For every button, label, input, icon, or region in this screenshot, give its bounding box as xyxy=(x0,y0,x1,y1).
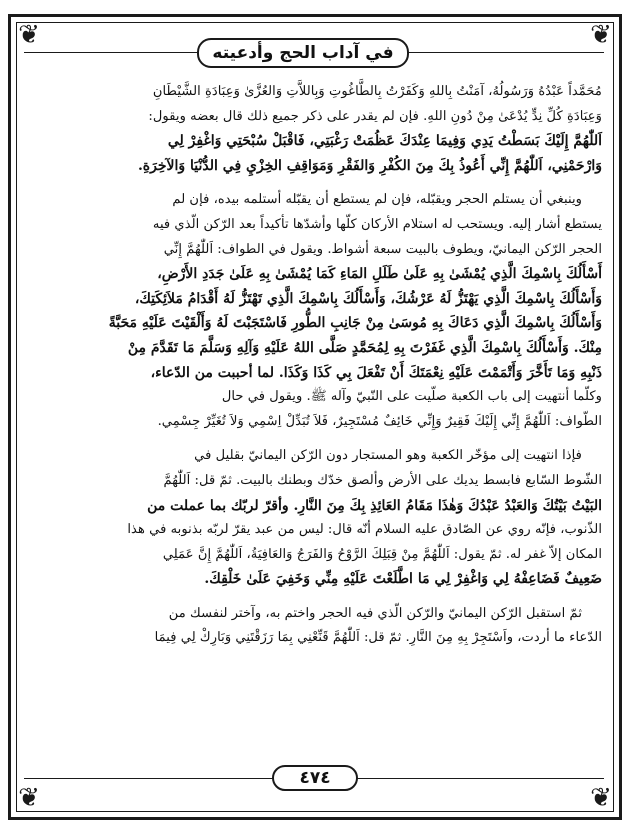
text-line: ثمّ استقبل الرّكن اليمانيّ والرّكن الّذي فيه الحجر واختم به، وآختر لنفسك من xyxy=(168,605,582,621)
page-number: ٤٧٤ xyxy=(299,768,331,788)
page-number-box xyxy=(272,765,358,791)
text-line: الطّواف: اَللّٰهُمَّ إِنِّي إِلَيْكَ فَقِيرٌ وَإِنِّي خَائِفٌ مُسْتَجِيرٌ، فَلاَ تُبَدِّلْ اِسْمِي وَلاَ تُغَيِّرْ جِسْمِي. xyxy=(157,413,602,429)
dua-line: أَسْأَلُكَ بِاسْمِكَ الَّذِي يُمْشَىٰ بِهِ عَلَىٰ طَلَلِ المَاءِ كَمَا يُمْشَىٰ بِهِ عَلَىٰ جَدَدِ الأَرْضِ، xyxy=(157,266,602,283)
text-line: الحجر الرّكن اليمانيّ، ويطوف بالبيت سبعة أشواط. ويقول في الطواف: اَللّٰهُمَّ إِنِّي xyxy=(163,241,602,257)
text-line: وكلّما أنتهيت إلى باب الكعبة صلّيت على النّبيّ وآله ﷺ. ويقول في حال xyxy=(221,389,602,405)
corner-ornament-icon: ❦ xyxy=(18,783,40,813)
page-header xyxy=(197,38,409,68)
paragraph-gap xyxy=(30,178,602,188)
dua-line: مِنْكَ. وَأَسْأَلُكَ بِاسْمِكَ الَّذِي غَفَرْتَ بِهِ لِمُحَمَّدٍ صَلَّى اللهُ عَلَيْهِ وَآلِهِ وَسَلَّمَ مَا تَقَدَّمَ مِنْ xyxy=(127,339,602,356)
chapter-title: في آداب الحج وأدعيته xyxy=(212,43,394,63)
dua-line: وَأَسْأَلُكَ بِاسْمِكَ الَّذِي يَهْتَزُّ لَهُ عَرْشُكَ، وَأَسْأَلُكَ بِاسْمِكَ الَّذِي تَهْتَزُّ لَهُ أَقْدَامُ مَلاَئِكَتِكَ، xyxy=(134,290,602,307)
text-line: وينبغي أن يستلم الحجر ويقبّله، فإن لم يستطع أن يقبّله أستلمه بيده، فإن لم xyxy=(172,192,582,208)
page-content xyxy=(30,80,602,756)
dua-line: ضَعِيفٌ فَضَاعِفْهُ لِي وَاغْفِرْ لِي مَا اطَّلَعْتَ عَلَيْهِ مِنِّي وَخَفِيَ عَلَىٰ خَلْقِكَ. xyxy=(204,571,602,588)
corner-ornament-icon: ❦ xyxy=(18,20,40,50)
text-line: الشّوط السّابع فابسط يديك على الأرض وألصق خدّك وبطنك بالبيت. ثمّ قل: اَللّٰهُمَّ xyxy=(163,472,602,488)
text-line: يستطع أشار إليه. ويستحب له استلام الأركان كلّها وأشدّها تأكيداً بعد الرّكن الّذي فيه xyxy=(152,216,602,232)
text-line: فإذا انتهيت إلى مؤخّر الكعبة وهو المستجار دون الرّكن اليمانيّ بقليل في xyxy=(194,448,582,464)
paragraph-gap xyxy=(30,434,602,444)
text-line: الدّعاء ما أردت، واَسْتَجِرْ بِهِ مِنَ النَّارِ. ثمّ قل: اَللّٰهُمَّ قَنِّعْنِي بِمَا رَزَقْتَنِي وَبَارِكْ لِي فِيمَا xyxy=(154,630,602,646)
dua-line: وَأَسْأَلُكَ بِاسْمِكَ الَّذِي دَعَاكَ بِهِ مُوسَىٰ مِنْ جَانِبِ الطُّورِ فَاسْتَجَبْتَ لَهُ وَأَلْقَيْتَ عَلَيْهِ مَحَبَّةً xyxy=(108,315,602,332)
dua-line: وَارْحَمْنِي، اَللّٰهُمَّ إِنِّي أَعُوذُ بِكَ مِنَ الكُفْرِ وَالفَقْرِ وَمَوَاقِفِ الخِزْيِ فِي الدُّنْيَا وَالآخِرَةِ. xyxy=(137,157,602,174)
text-line: مُحَمَّداً عَبْدُهُ وَرَسُولُهُ، آمَنْتُ بِاللهِ وَكَفَرْتُ بِالطَّاغُوتِ وَبِاللاَّتِ وَالعُزَّىٰ وَعِبَادَةِ الشَّيْطَانِ xyxy=(152,84,602,99)
dua-line: اَللّٰهُمَّ إِلَيْكَ بَسَطْتُ يَدِي وَفِيمَا عِنْدَكَ عَظُمَتْ رَغْبَتِي، فَاقْبَلْ سُبْحَتِي وَاغْفِرْ لِي xyxy=(167,133,602,150)
text-line: المكان إلاّ غفر له. ثمّ يقول: اَللّٰهُمَّ مِنْ قِبَلِكَ الرَّوْحُ وَالفَرَجُ وَالعَافِيَةُ، اَللّٰهُمَّ إِنَّ عَمَلِي xyxy=(162,546,602,562)
paragraph-gap xyxy=(30,592,602,602)
corner-ornament-icon: ❦ xyxy=(590,20,612,50)
dua-line: ذَنْبِهِ وَمَا تَأَخَّرَ وَأَتْمَمْتَ عَلَيْهِ نِعْمَتَكَ أَنْ تَفْعَلَ بِي كَذَا وَكَذَا. لما أحببت من الدّعاء، xyxy=(150,364,602,381)
text-line: وَعِبَادَةِ كُلِّ نِدٍّ يُدْعَىٰ مِنْ دُونِ اللهِ. فإن لم يقدر على ذكر جميع ذلك قال بعضه ويقول: xyxy=(148,108,602,124)
dua-line: البَيْتُ بَيْتُكَ وَالعَبْدُ عَبْدُكَ وَهٰذَا مَقَامُ العَائِذِ بِكَ مِنَ النَّارِ. وأقرّ لربّك بما عملت من xyxy=(147,497,602,514)
text-line: الذّنوب، فإنّه روي عن الصّادق عليه السلام أنّه قال: ليس من عبد يقرّ لربّه بذنوبه في هذا xyxy=(127,522,602,538)
corner-ornament-icon: ❦ xyxy=(590,783,612,813)
